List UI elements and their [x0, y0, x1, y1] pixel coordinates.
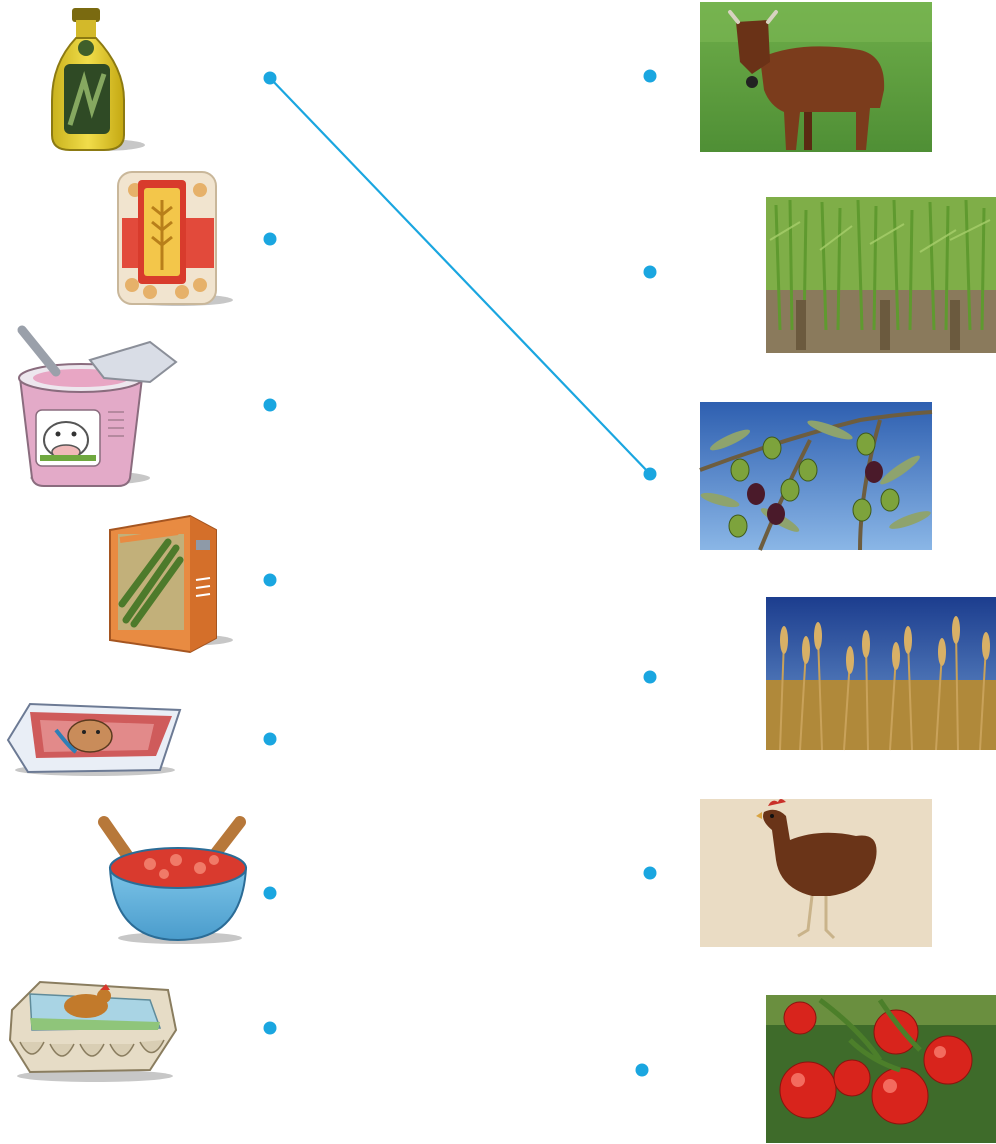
hen-photo — [700, 799, 932, 947]
connect-dot-o-cow[interactable] — [644, 70, 657, 83]
tomato-plant-photo — [766, 995, 996, 1143]
match-line-p-oil-o-olive — [270, 78, 650, 474]
cow-photo — [700, 2, 932, 152]
connect-dot-p-yogurt[interactable] — [264, 399, 277, 412]
olive-oil-bottle-icon — [52, 8, 145, 151]
connect-dot-p-meat[interactable] — [264, 733, 277, 746]
pasta-package-icon — [118, 172, 233, 306]
connect-dot-p-sauce[interactable] — [264, 887, 277, 900]
egg-carton-icon — [10, 982, 176, 1082]
yogurt-cup-icon — [19, 330, 176, 486]
connect-dot-o-tomato[interactable] — [636, 1064, 649, 1077]
sugar-box-icon — [110, 516, 233, 652]
connect-dot-p-pasta[interactable] — [264, 233, 277, 246]
tomato-sauce-bowl-icon — [104, 822, 246, 944]
connect-dot-p-eggs[interactable] — [264, 1022, 277, 1035]
sugarcane-field-photo — [766, 197, 996, 353]
connect-dot-o-wheat[interactable] — [644, 671, 657, 684]
wheat-field-photo — [766, 597, 996, 750]
connect-dot-o-cane[interactable] — [644, 266, 657, 279]
beef-tray-icon — [8, 704, 180, 776]
connect-dot-p-sugar[interactable] — [264, 574, 277, 587]
olive-branch-photo — [699, 402, 932, 550]
connect-dot-o-hen[interactable] — [644, 867, 657, 880]
